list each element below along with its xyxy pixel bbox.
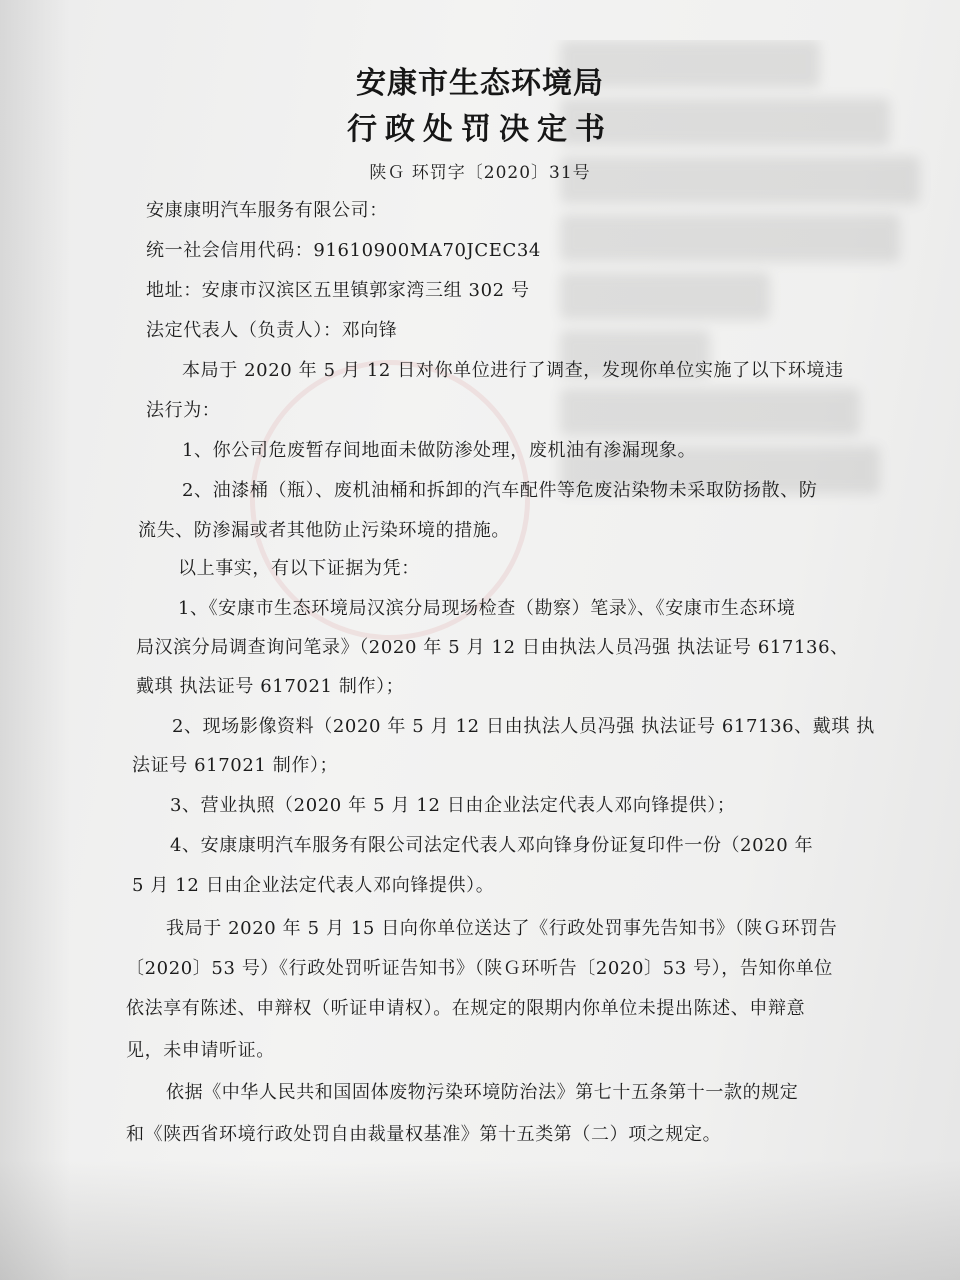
paragraph-line: 法证号 617021 制作）；	[132, 755, 339, 776]
paragraph-line: 2、现场影像资料（2020 年 5 月 12 日由执法人员冯强 执法证号 617136、戴琪 执	[172, 716, 875, 737]
paragraph-line: 和《陕西省环境行政处罚自由裁量权基准》第十五类第（二）项之规定。	[126, 1124, 722, 1145]
paragraph-line: 1、你公司危废暂存间地面未做防渗处理，废机油有渗漏现象。	[182, 440, 697, 461]
document-title: 安康市生态环境局	[356, 66, 604, 101]
paragraph-line: 依法享有陈述、申辩权（听证申请权）。在规定的限期内你单位未提出陈述、申辩意	[126, 998, 806, 1019]
paragraph-line: 3、营业执照（2020 年 5 月 12 日由企业法定代表人邓向锋提供）；	[170, 795, 736, 816]
paragraph-line: 〔2020〕53 号）《行政处罚听证告知书》（陕Ｇ环听告〔2020〕53 号），告知你单位	[126, 958, 833, 979]
paragraph-line: 我局于 2020 年 5 月 15 日向你单位送达了《行政处罚事先告知书》（陕Ｇ环罚告	[166, 918, 838, 939]
recipient-name: 安康康明汽车服务有限公司：	[146, 200, 388, 221]
paragraph-line: 2、油漆桶（瓶）、废机油桶和拆卸的汽车配件等危废沾染物未采取防扬散、防	[182, 480, 818, 501]
address: 地址：安康市汉滨区五里镇郭家湾三组 302 号	[146, 280, 530, 301]
legal-representative: 法定代表人（负责人）：邓向锋	[146, 320, 398, 341]
paragraph-line: 1、《安康市生态环境局汉滨分局现场检查（勘察）笔录》、《安康市生态环境	[178, 598, 796, 619]
paragraph-line: 本局于 2020 年 5 月 12 日对你单位进行了调查，发现你单位实施了以下环境违	[182, 360, 844, 381]
paragraph-line: 4、安康康明汽车服务有限公司法定代表人邓向锋身份证复印件一份（2020 年	[170, 835, 814, 856]
credit-code: 统一社会信用代码：91610900MA70JCEC34	[146, 240, 541, 261]
paragraph-line: 5 月 12 日由企业法定代表人邓向锋提供）。	[132, 875, 495, 896]
paragraph-line: 依据《中华人民共和国固体废物污染环境防治法》第七十五条第十一款的规定	[166, 1082, 799, 1103]
paragraph-line: 以上事实，有以下证据为凭：	[178, 558, 420, 579]
paragraph-line: 局汉滨分局调查询问笔录》（2020 年 5 月 12 日由执法人员冯强 执法证号 617136、	[136, 637, 849, 658]
paragraph-line: 法行为：	[146, 400, 221, 421]
paragraph-line: 见，未申请听证。	[126, 1040, 275, 1061]
document-subtitle: 行政处罚决定书	[347, 112, 613, 147]
paragraph-line: 戴琪 执法证号 617021 制作）；	[136, 676, 405, 697]
document-number: 陕Ｇ 环罚字〔2020〕31号	[369, 163, 591, 183]
paragraph-line: 流失、防渗漏或者其他防止污染环境的措施。	[138, 520, 510, 541]
